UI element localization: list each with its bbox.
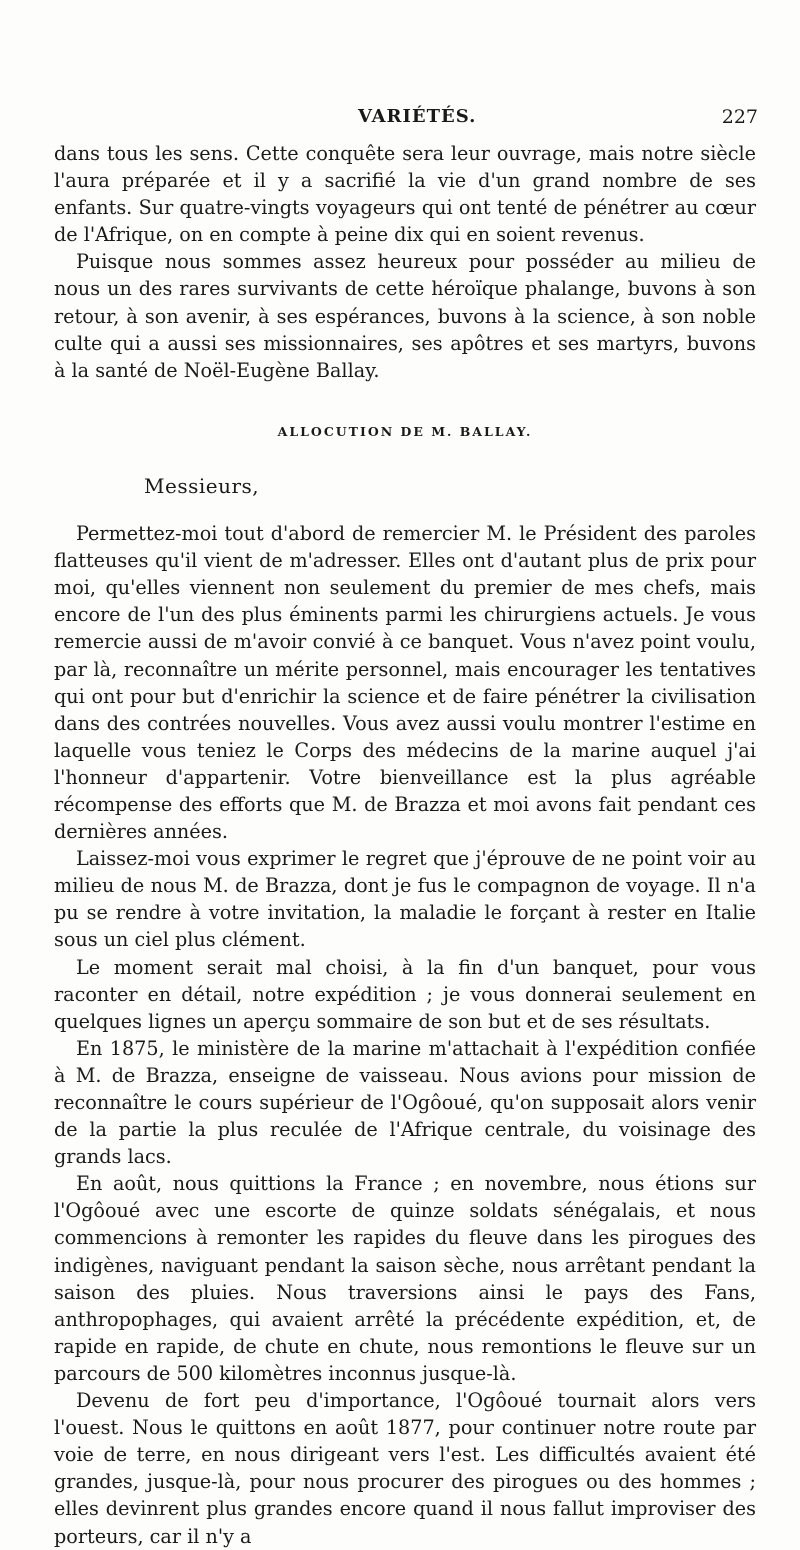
paragraph-1: dans tous les sens. Cette conquête sera leur ouvrage, mais notre siècle l'aura préparée et il y a sacrifié la vie d'un grand nombre de ses enfants. Sur quatre-vingts voyageurs qui ont tenté de pénétrer au cœur de l'Afrique, on en compte à peine dix qui en soient revenus. — [54, 142, 756, 247]
running-title: VARIÉTÉS. — [358, 106, 477, 127]
paragraph-5: Le moment serait mal choisi, à la fin d'un banquet, pour vous raconter en détail, notre expédition ; je vous donnerai seulement en quelques lignes un aperçu sommaire de son but et de ses résultats. — [54, 955, 756, 1033]
paragraph-8: Devenu de fort peu d'importance, l'Ogôoué tournait alors vers l'ouest. Nous le quittons en août 1877, pour continuer notre route par voie de terre, en nous dirigeant vers l'est. Les difficultés avaient été grandes, jusque-là, pour nous procurer des pirogues ou des hommes ; elles devinrent plus grandes encore quand il nous fallut improviser des porteurs, car il n'y a — [54, 1389, 756, 1548]
body-text — [54, 140, 756, 1550]
paragraph-2: Puisque nous sommes assez heureux pour posséder au milieu de nous un des rares survivants de cette héroïque phalange, buvons à son retour, à son avenir, à ses espérances, buvons à la science, à son noble culte qui a aussi ses missionnaires, ses apôtres et ses martyrs, buvons à la santé de Noël-Eugène Ballay. — [54, 250, 756, 382]
page-number: 227 — [721, 106, 758, 128]
paragraph-4: Laissez-moi vous exprimer le regret que j'éprouve de ne point voir au milieu de nous M. de Brazza, dont je fus le compagnon de voyage. Il n'a pu se rendre à votre invitation, la maladie le forçant à rester en Italie sous un ciel plus clément. — [54, 847, 756, 952]
section-heading: ALLOCUTION DE M. BALLAY. — [277, 423, 533, 439]
paragraph-7: En août, nous quittions la France ; en novembre, nous étions sur l'Ogôoué avec une escorte de quinze soldats sénégalais, et nous commencions à remonter les rapides du fleuve dans les pirogues des indigènes, naviguant pendant la saison sèche, nous arrêtant pendant la saison des pluies. Nous traversions ainsi le pays des Fans, anthropophages, qui avaient arrêté la précédente expédition, et, de rapide en rapide, de chute en chute, nous remontions le fleuve sur un parcours de 500 kilomètres inconnus jusque-là. — [54, 1172, 756, 1385]
paragraph-6: En 1875, le ministère de la marine m'attachait à l'expédition confiée à M. de Brazza, enseigne de vaisseau. Nous avions pour mission de reconnaître le cours supérieur de l'Ogôoué, qu'on supposait alors venir de la partie la plus reculée de l'Afrique centrale, du voisinage des grands lacs. — [54, 1036, 756, 1169]
running-head — [58, 100, 758, 130]
salutation: Messieurs, — [144, 473, 260, 498]
paragraph-3: Permettez-moi tout d'abord de remercier M. le Président des paroles flatteuses qu'il vient de m'adresser. Elles ont d'autant plus de prix pour moi, qu'elles viennent non seulement du premier de mes chefs, mais encore de l'un des plus éminents parmi les chirurgiens actuels. Je vous remercie aussi de m'avoir convié à ce banquet. Vous n'avez point voulu, par là, reconnaître un mérite personnel, mais encourager les tentatives qui ont pour but d'enrichir la science et de faire pénétrer la civilisation dans des contrées nouvelles. Vous avez aussi voulu montrer l'estime en laquelle vous teniez le Corps des médecins de la marine auquel j'ai l'honneur d'appartenir. Votre bienveillance est la plus agréable récompense des efforts que M. de Brazza et moi avons fait pendant ces dernières années. — [54, 522, 756, 844]
